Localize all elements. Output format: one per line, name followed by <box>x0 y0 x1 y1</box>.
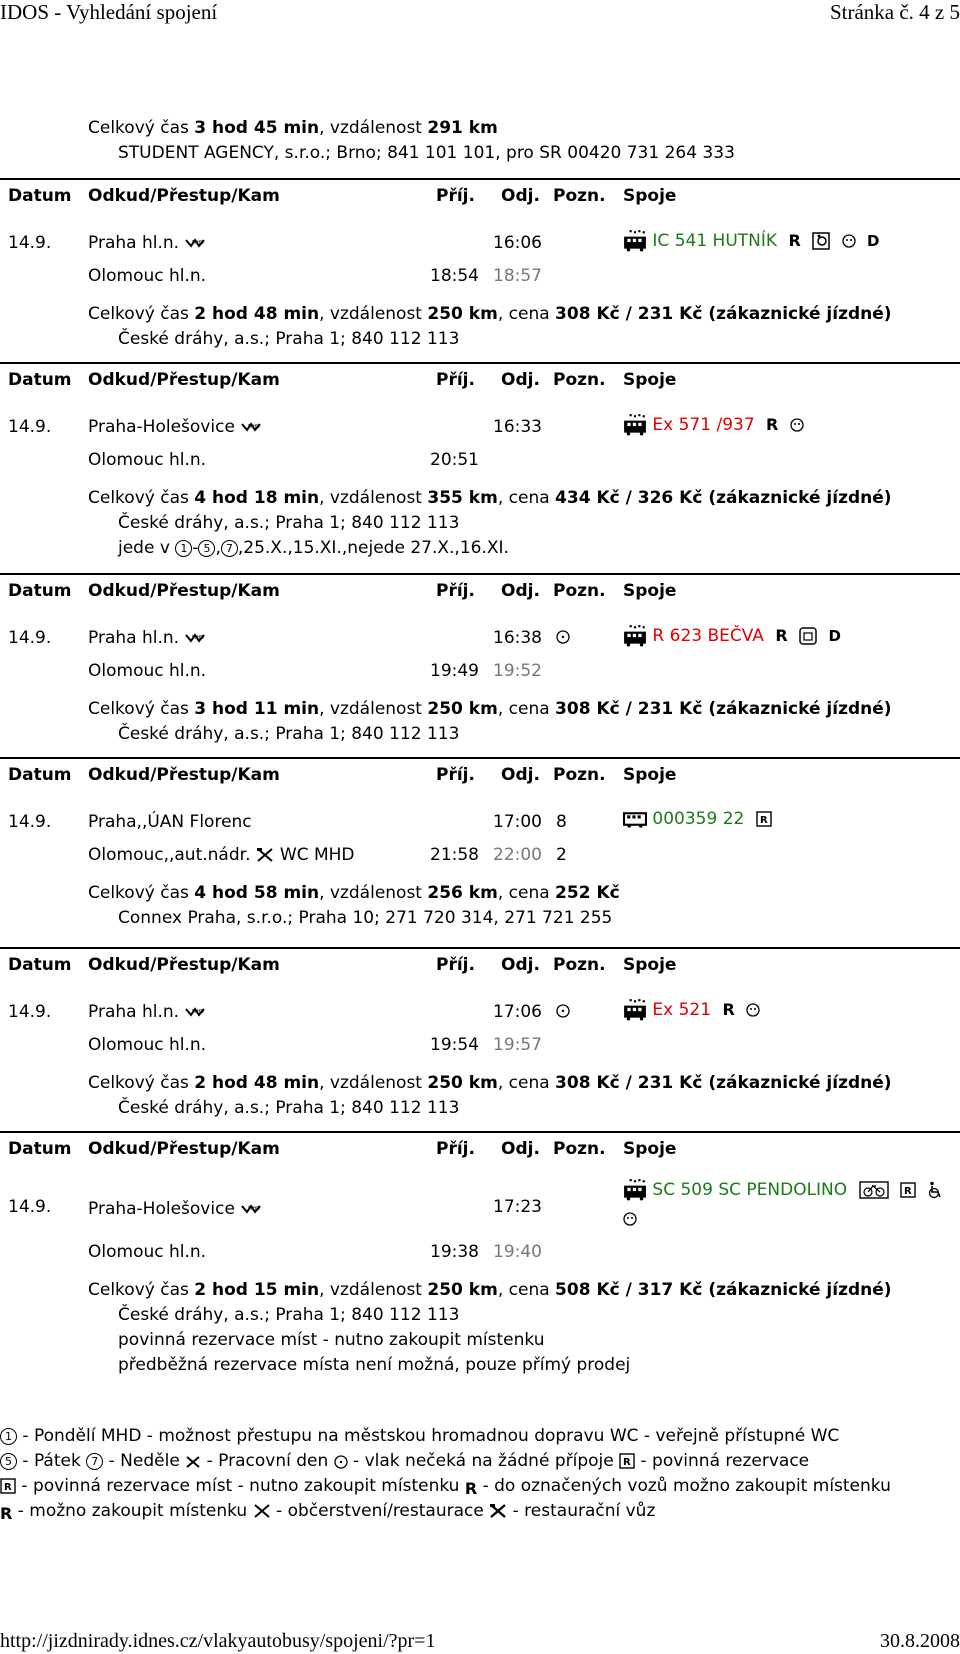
col-header-prij: Příj. <box>436 955 475 975</box>
col-header-route: Odkud/Přestup/Kam <box>88 955 280 975</box>
carrier: České dráhy, a.s.; Praha 1; 840 112 113 <box>118 1305 460 1325</box>
wheelchair-icon <box>812 232 830 250</box>
carrier: České dráhy, a.s.; Praha 1; 840 112 113 <box>118 1098 460 1118</box>
summary-time: 2 hod 15 min <box>194 1280 320 1300</box>
day-friday-icon: 5 <box>0 1453 17 1470</box>
summary-time: 3 hod 11 min <box>194 699 320 719</box>
page-header <box>0 0 960 26</box>
workday-icon <box>256 847 274 863</box>
station-from <box>88 1002 205 1022</box>
col-header-pozn: Pozn. <box>553 186 606 206</box>
header-title: IDOS - Vyhledání spojení <box>0 0 218 24</box>
station-to: Olomouc hl.n. <box>88 1242 207 1262</box>
col-header-datum: Datum <box>8 186 72 206</box>
station-to: Olomouc hl.n. <box>88 1035 207 1055</box>
col-header-spoje: Spoje <box>623 1139 677 1159</box>
train-icon <box>623 414 647 436</box>
reservation-note: předběžná rezervace místa není možná, pouze přímý prodej <box>118 1355 631 1375</box>
col-header-pozn: Pozn. <box>553 581 606 601</box>
divider <box>0 757 960 759</box>
carrier: České dráhy, a.s.; Praha 1; 840 112 113 <box>118 329 460 349</box>
departure-time-next: 19:57 <box>493 1035 542 1055</box>
arrival-time: 19:49 <box>430 661 479 681</box>
arrival-time: 19:54 <box>430 1035 479 1055</box>
train-name[interactable]: Ex 521 <box>652 1000 712 1020</box>
bus-name[interactable]: 000359 22 <box>652 809 745 829</box>
departure-time-next: 18:57 <box>493 266 542 286</box>
summary-text: , cena <box>497 304 556 324</box>
col-header-prij: Příj. <box>436 765 475 785</box>
train-name[interactable]: Ex 571 /937 <box>652 415 755 435</box>
summary-text: , cena <box>497 1280 556 1300</box>
station-to: Olomouc hl.n. <box>88 661 207 681</box>
reservation-possible-icon: R <box>775 626 788 645</box>
col-header-odj: Odj. <box>501 370 540 390</box>
day-friday-icon: 5 <box>198 540 215 557</box>
summary-text: Celkový čas <box>88 118 195 138</box>
station-from: Praha,,ÚAN Florenc <box>88 812 252 832</box>
legend-text: - Neděle <box>103 1451 186 1471</box>
connection-summary <box>88 697 892 747</box>
col-header-prij: Příj. <box>436 581 475 601</box>
col-header-prij: Příj. <box>436 370 475 390</box>
divider <box>0 362 960 364</box>
summary-distance: 256 km <box>427 883 498 903</box>
col-header-spoje: Spoje <box>623 581 677 601</box>
departure-time: 17:00 <box>493 812 542 832</box>
station-from <box>88 417 261 437</box>
summary-price: 308 Kč / 231 Kč (zákaznické jízdné) <box>555 304 892 324</box>
station-to <box>88 845 355 865</box>
summary-distance: 355 km <box>427 488 498 508</box>
legend-text: - Pondělí MHD - možnost přestupu na městskou hromadnou dopravu WC - veřejně přístupné WC <box>17 1426 840 1446</box>
mhd-icon <box>185 632 205 644</box>
day-sunday-icon: 7 <box>221 540 238 557</box>
no-connection-wait-icon <box>556 1003 570 1023</box>
departure-time: 16:06 <box>493 233 542 253</box>
mandatory-reservation-icon <box>619 1453 635 1474</box>
note-text: - <box>192 538 199 558</box>
mhd-icon <box>185 1006 205 1018</box>
svg-text:R: R <box>903 1186 912 1197</box>
summary-price: 508 Kč / 317 Kč (zákaznické jízdné) <box>555 1280 892 1300</box>
col-header-spoje: Spoje <box>623 186 677 206</box>
col-header-pozn: Pozn. <box>553 370 606 390</box>
svg-text:R: R <box>759 815 768 826</box>
carrier: Connex Praha, s.r.o.; Praha 10; 271 720 314, 271 721 255 <box>118 908 613 928</box>
col-header-odj: Odj. <box>501 765 540 785</box>
workday-icon <box>185 1454 201 1474</box>
col-header-datum: Datum <box>8 581 72 601</box>
bicycle-icon <box>859 1181 889 1199</box>
legend-text: - povinná rezervace <box>635 1451 810 1471</box>
train-link[interactable] <box>623 1179 943 1201</box>
station-from <box>88 628 205 648</box>
col-header-odj: Odj. <box>501 186 540 206</box>
reservation-possible-icon: R <box>766 415 779 434</box>
reservation-possible-icon: R <box>0 1504 13 1523</box>
col-header-route: Odkud/Přestup/Kam <box>88 186 280 206</box>
summary-text: , vzdálenost <box>319 488 428 508</box>
train-link[interactable] <box>623 230 879 252</box>
summary-text: Celkový čas <box>88 699 195 719</box>
summary-distance: 250 km <box>427 1280 498 1300</box>
summary-price: 434 Kč / 326 Kč (zákaznické jízdné) <box>555 488 892 508</box>
no-connection-wait-icon <box>842 234 856 248</box>
summary-time: 4 hod 18 min <box>194 488 320 508</box>
legend-text: - restaurační vůz <box>507 1501 656 1521</box>
summary-text: Celkový čas <box>88 883 195 903</box>
note-text: jede v <box>118 538 176 558</box>
no-connection-wait-icon <box>790 418 804 432</box>
summary-text: Celkový čas <box>88 1073 195 1093</box>
svg-text:R: R <box>4 1482 12 1493</box>
col-header-route: Odkud/Přestup/Kam <box>88 1139 280 1159</box>
legend-text: - občerstvení/restaurace <box>270 1501 490 1521</box>
date: 14.9. <box>8 812 52 832</box>
date: 14.9. <box>8 417 52 437</box>
col-header-datum: Datum <box>8 370 72 390</box>
summary-text: , cena <box>497 699 556 719</box>
train-name[interactable]: SC 509 SC PENDOLINO <box>652 1180 848 1200</box>
station-name: Praha hl.n. <box>88 1002 180 1022</box>
footer-date: 30.8.2008 <box>880 1630 960 1652</box>
summary-distance: 250 km <box>427 1073 498 1093</box>
summary-text: , vzdálenost <box>319 699 428 719</box>
train-link[interactable] <box>623 625 841 647</box>
divider <box>0 1131 960 1133</box>
bus-icon <box>623 809 647 829</box>
arrival-time: 20:51 <box>430 450 479 470</box>
header-page-number: Stránka č. 4 z 5 <box>829 0 960 24</box>
station-name: Praha-Holešovice <box>88 1199 235 1219</box>
note-text: ,25.X.,15.XI.,nejede 27.X.,16.XI. <box>237 538 509 558</box>
summary-text: Celkový čas <box>88 304 195 324</box>
legend-text: - Pracovní den <box>201 1451 334 1471</box>
date: 14.9. <box>8 1197 52 1217</box>
no-connection-wait-icon <box>334 1454 348 1474</box>
train-icon <box>623 625 647 647</box>
date: 14.9. <box>8 1002 52 1022</box>
carrier: České dráhy, a.s.; Praha 1; 840 112 113 <box>118 513 460 533</box>
mhd-icon <box>241 1203 261 1215</box>
summary-text: , cena <box>497 883 556 903</box>
legend-text: - možno zakoupit místenku <box>12 1501 253 1521</box>
departure-time: 17:23 <box>493 1197 542 1217</box>
col-header-datum: Datum <box>8 1139 72 1159</box>
platform: 8 <box>556 812 567 832</box>
col-header-pozn: Pozn. <box>553 955 606 975</box>
page-footer <box>0 1630 960 1654</box>
col-header-route: Odkud/Přestup/Kam <box>88 370 280 390</box>
departure-time-next: 22:00 <box>493 845 542 865</box>
platform: 2 <box>556 845 567 865</box>
col-header-spoje: Spoje <box>623 955 677 975</box>
no-connection-wait-icon <box>556 629 570 649</box>
connection-summary <box>88 1071 892 1121</box>
summary-time: 2 hod 48 min <box>194 304 320 324</box>
divider <box>0 573 960 575</box>
mhd-icon <box>185 237 205 249</box>
legend-text: - povinná rezervace míst - nutno zakoupit místenku <box>16 1476 465 1496</box>
legend-line <box>0 1476 891 1499</box>
col-header-odj: Odj. <box>501 955 540 975</box>
col-header-datum: Datum <box>8 765 72 785</box>
summary-text: , cena <box>497 1073 556 1093</box>
reservation-possible-icon: R <box>722 1000 735 1019</box>
summary-text: Celkový čas <box>88 1280 195 1300</box>
refreshment-icon <box>253 1503 271 1524</box>
arrival-time: 18:54 <box>430 266 479 286</box>
train-link[interactable] <box>623 414 804 436</box>
col-header-odj: Odj. <box>501 1139 540 1159</box>
col-header-route: Odkud/Přestup/Kam <box>88 765 280 785</box>
station-name: Praha hl.n. <box>88 628 180 648</box>
arrival-time: 19:38 <box>430 1242 479 1262</box>
departure-time: 17:06 <box>493 1002 542 1022</box>
departure-time: 16:33 <box>493 417 542 437</box>
col-header-prij: Příj. <box>436 1139 475 1159</box>
no-connection-wait-icon <box>746 1003 760 1017</box>
legend-text: - Pátek <box>17 1451 87 1471</box>
divider <box>0 947 960 949</box>
train-name[interactable]: IC 541 HUTNÍK <box>652 231 778 251</box>
svg-text:R: R <box>623 1457 631 1468</box>
arrival-time: 21:58 <box>430 845 479 865</box>
col-header-route: Odkud/Přestup/Kam <box>88 581 280 601</box>
col-header-odj: Odj. <box>501 581 540 601</box>
bus-link[interactable] <box>623 809 772 829</box>
train-icon <box>623 1179 647 1201</box>
mandatory-reservation-icon <box>900 1182 916 1198</box>
connection-summary <box>88 1278 892 1378</box>
train-icon <box>623 230 647 252</box>
day-monday-icon: 1 <box>0 1428 17 1445</box>
carrier: České dráhy, a.s.; Praha 1; 840 112 113 <box>118 724 460 744</box>
summary-distance: 291 km <box>427 118 498 138</box>
legend-line <box>0 1426 839 1446</box>
legend-line <box>0 1501 655 1524</box>
departure-time-next: 19:52 <box>493 661 542 681</box>
departure-time-next: 19:40 <box>493 1242 542 1262</box>
dining-car-icon <box>489 1503 507 1524</box>
col-header-pozn: Pozn. <box>553 765 606 785</box>
day-sunday-icon: 7 <box>86 1453 103 1470</box>
summary-distance: 250 km <box>427 304 498 324</box>
dining-car-icon: D <box>867 232 880 250</box>
reservation-possible-icon: R <box>788 231 801 250</box>
summary-price: 252 Kč <box>555 883 620 903</box>
col-header-datum: Datum <box>8 955 72 975</box>
summary-text: , vzdálenost <box>319 118 428 138</box>
summary-price: 308 Kč / 231 Kč (zákaznické jízdné) <box>555 699 892 719</box>
top-summary <box>88 116 735 166</box>
operating-days-note <box>88 536 892 561</box>
station-to: Olomouc hl.n. <box>88 266 207 286</box>
date: 14.9. <box>8 233 52 253</box>
divider <box>0 178 960 180</box>
train-link[interactable] <box>623 999 760 1021</box>
no-connection-wait-icon <box>623 1211 637 1231</box>
reservation-marked-cars-icon: R <box>464 1479 478 1498</box>
mandatory-reservation-icon <box>756 811 772 827</box>
note-text: , <box>215 538 221 558</box>
mandatory-seat-reservation-icon <box>0 1478 16 1499</box>
reservation-note: povinná rezervace míst - nutno zakoupit místenku <box>118 1330 545 1350</box>
dining-car-icon: D <box>828 627 841 645</box>
summary-price: 308 Kč / 231 Kč (zákaznické jízdné) <box>555 1073 892 1093</box>
station-to: Olomouc hl.n. <box>88 450 207 470</box>
col-header-prij: Příj. <box>436 186 475 206</box>
connection-summary <box>88 302 892 352</box>
train-icon <box>623 999 647 1021</box>
station-name: Olomouc,,aut.nádr. <box>88 845 251 865</box>
summary-distance: 250 km <box>427 699 498 719</box>
departure-time: 16:38 <box>493 628 542 648</box>
summary-text: Celkový čas <box>88 488 195 508</box>
connection-summary <box>88 486 892 561</box>
summary-text: , vzdálenost <box>319 1073 428 1093</box>
legend-line <box>0 1451 809 1474</box>
col-header-spoje: Spoje <box>623 370 677 390</box>
mhd-icon <box>241 421 261 433</box>
summary-text: , vzdálenost <box>319 883 428 903</box>
col-header-pozn: Pozn. <box>553 1139 606 1159</box>
connection-summary <box>88 881 620 931</box>
station-name: Praha-Holešovice <box>88 417 235 437</box>
summary-time: 3 hod 45 min <box>194 118 320 138</box>
date: 14.9. <box>8 628 52 648</box>
summary-text: , vzdálenost <box>319 304 428 324</box>
summary-time: 4 hod 58 min <box>194 883 320 903</box>
legend-text: - vlak nečeká na žádné přípoje <box>347 1451 620 1471</box>
station-from <box>88 1199 261 1219</box>
station-facilities: WC MHD <box>279 845 355 865</box>
footer-url[interactable]: http://jizdnirady.idnes.cz/vlakyautobusy/spojeni/?pr=1 <box>0 1630 436 1652</box>
col-header-spoje: Spoje <box>623 765 677 785</box>
day-monday-icon: 1 <box>175 540 192 557</box>
summary-text: , cena <box>497 488 556 508</box>
summary-text: , vzdálenost <box>319 1280 428 1300</box>
luggage-icon <box>799 627 817 645</box>
station-name: Praha hl.n. <box>88 233 180 253</box>
legend-text: - do označených vozů možno zakoupit místenku <box>477 1476 891 1496</box>
station-from <box>88 233 205 253</box>
carrier: STUDENT AGENCY, s.r.o.; Brno; 841 101 101, pro SR 00420 731 264 333 <box>118 143 735 163</box>
summary-time: 2 hod 48 min <box>194 1073 320 1093</box>
train-name[interactable]: R 623 BEČVA <box>652 626 764 646</box>
wheelchair-icon <box>927 1181 943 1199</box>
